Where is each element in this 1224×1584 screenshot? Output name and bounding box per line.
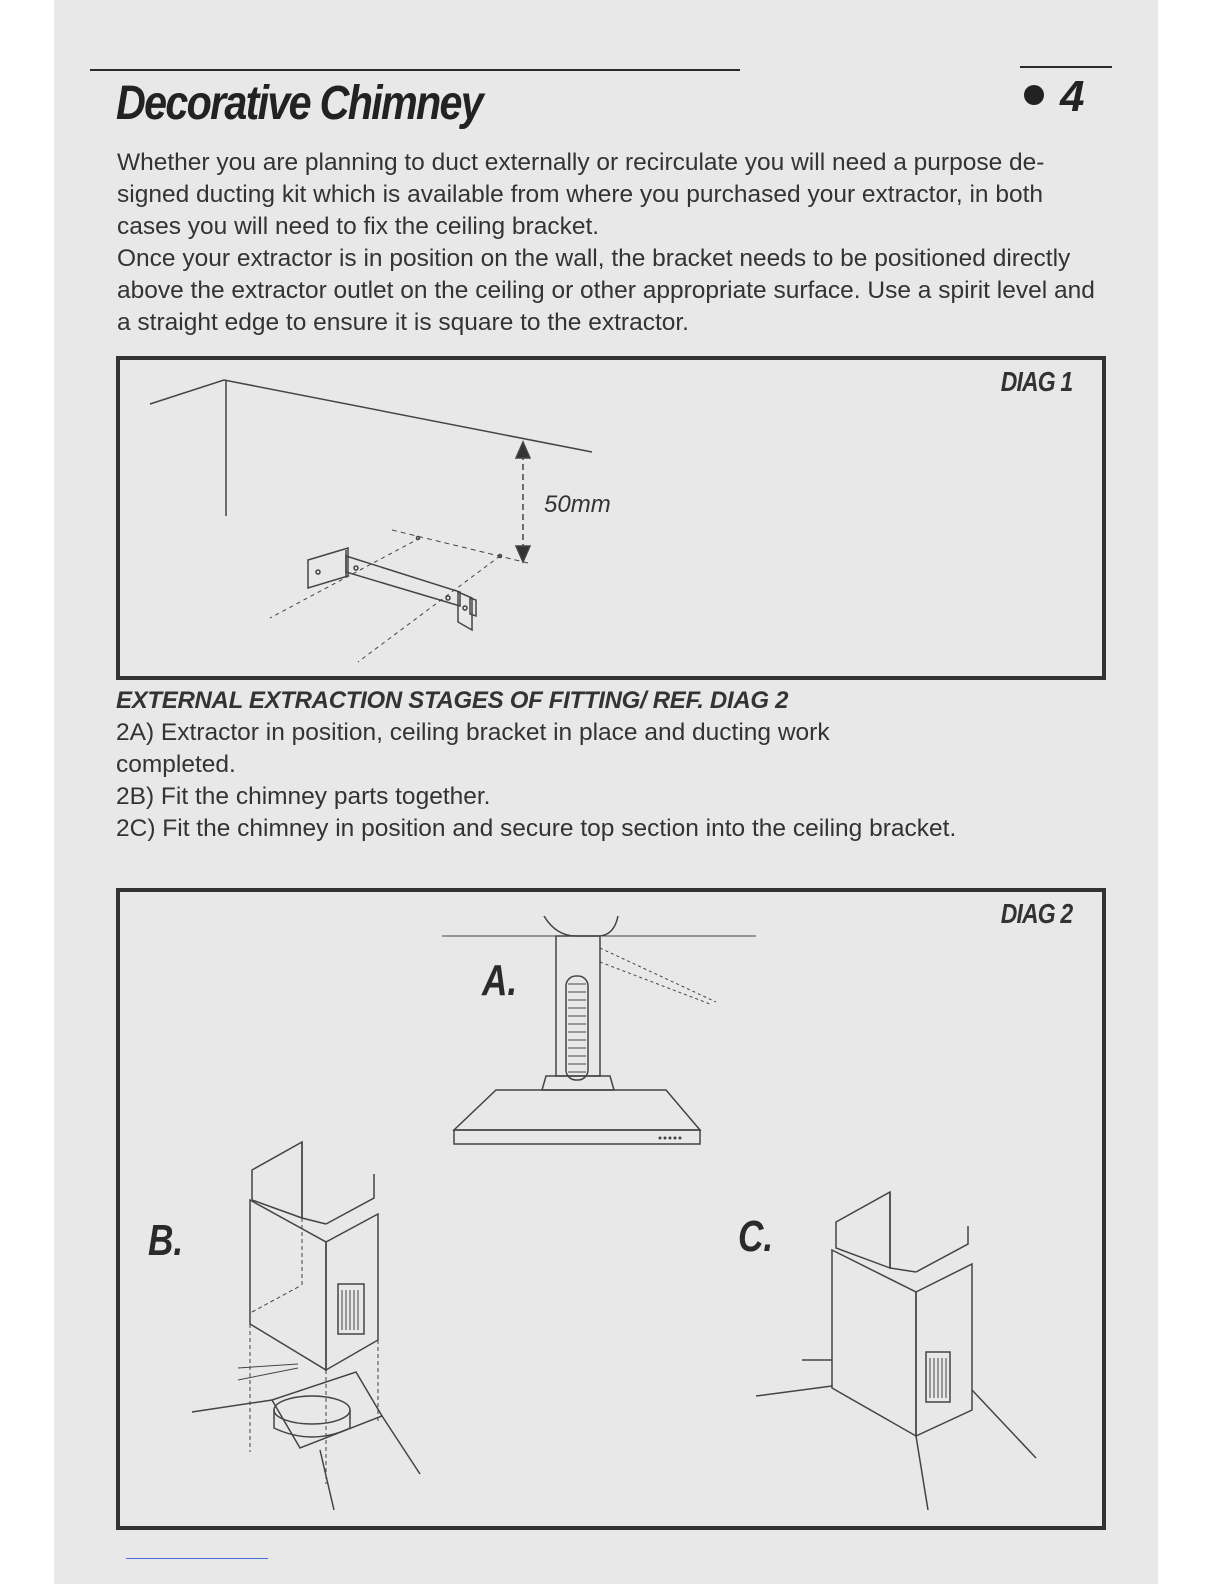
diagram-2 — [116, 888, 1106, 1530]
page-title: Decorative Chimney — [116, 77, 482, 130]
diagram-2-label: DIAG 2 — [1000, 898, 1072, 929]
stage-2c: 2C) Fit the chimney in position and secure top section into the ceiling bracket. — [116, 815, 957, 842]
diagram-1 — [116, 356, 1106, 680]
page-number-text: 4 — [1060, 72, 1085, 121]
diagram-1-label: DIAG 1 — [1000, 366, 1072, 397]
page-number-rule — [1020, 66, 1112, 68]
intro-text — [117, 147, 1109, 339]
ceiling-bracket-illustration — [120, 360, 1102, 676]
stage-2b: 2B) Fit the chimney parts together. — [116, 783, 491, 810]
page-number — [1024, 72, 1084, 122]
view-label-b: B. — [148, 1216, 184, 1265]
intro-paragraph-1: Whether you are planning to duct externally or recirculate you will need a purpose de-signed ducting kit which is available from where you purchased your extractor, in both cases you will need to fix the ceiling bracket. — [117, 149, 1045, 240]
stages-heading: EXTERNAL EXTRACTION STAGES OF FITTING/ REF. DIAG 2 — [116, 687, 789, 714]
stages-section — [116, 685, 1116, 845]
title-rule — [90, 69, 740, 71]
intro-paragraph-2: Once your extractor is in position on the wall, the bracket needs to be positioned directly above the extractor outlet on the ceiling or other appropriate surface. Use a spirit level and a straight edge to ensure it is square to the extractor. — [117, 245, 1095, 336]
view-label-a: A. — [482, 956, 518, 1005]
view-label-c: C. — [738, 1212, 774, 1261]
chimney-fitting-illustration — [120, 892, 1102, 1526]
page-margin-right — [1158, 0, 1224, 1584]
page-margin-left — [0, 0, 54, 1584]
dimension-label: 50mm — [544, 491, 611, 518]
stage-2a: 2A) Extractor in position, ceiling bracket in place and ducting work completed. — [116, 719, 830, 778]
bullet-icon — [1024, 85, 1044, 105]
footer-link-line — [126, 1558, 268, 1559]
